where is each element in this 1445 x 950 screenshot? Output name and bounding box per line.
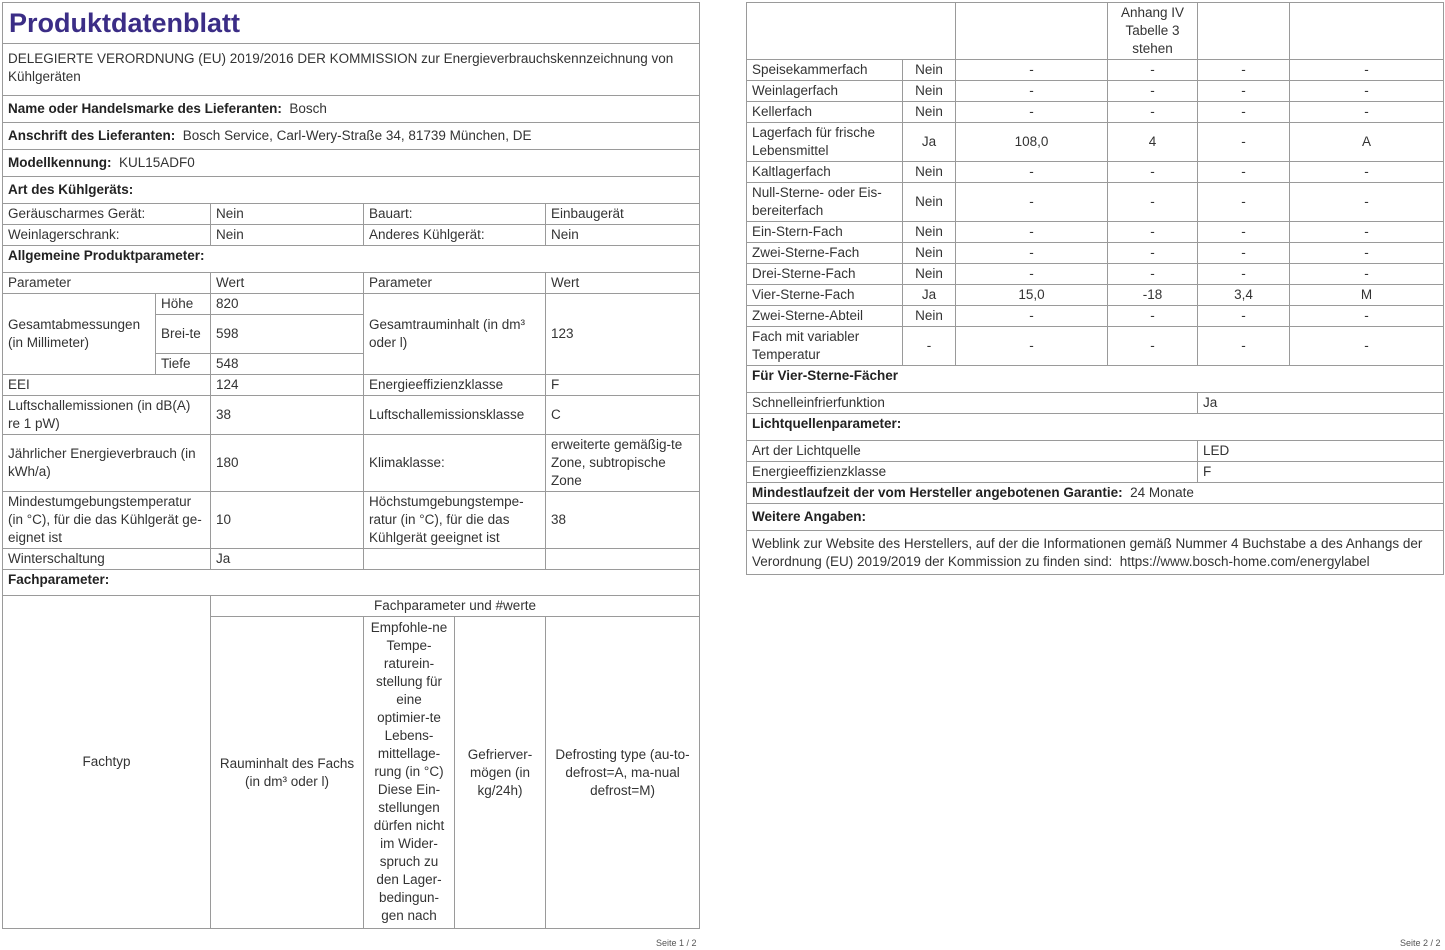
compartment-value: - bbox=[956, 183, 1108, 222]
cell bbox=[1198, 3, 1290, 60]
compartment-type: Fach mit variabler Temperatur bbox=[747, 327, 903, 366]
address-label: Anschrift des Lieferanten: bbox=[8, 128, 176, 143]
compartment-value: - bbox=[1198, 81, 1290, 102]
cell: F bbox=[1198, 462, 1444, 483]
compartment-value: - bbox=[956, 264, 1108, 285]
compartment-value: Nein bbox=[903, 222, 956, 243]
compartment-value: - bbox=[1290, 243, 1444, 264]
compartment-rows bbox=[747, 60, 1444, 366]
compartment-value: -18 bbox=[1108, 285, 1198, 306]
compartment-value: Nein bbox=[903, 243, 956, 264]
compartment-value: - bbox=[956, 81, 1108, 102]
light-row bbox=[747, 441, 1444, 462]
datasheet-page-1 bbox=[2, 2, 700, 929]
supplier-label: Name oder Handelsmarke des Lieferanten: bbox=[8, 101, 282, 116]
cell: 180 bbox=[211, 435, 364, 492]
compartment-value: - bbox=[1290, 162, 1444, 183]
cell: Bauart: bbox=[364, 204, 546, 225]
cell: EEI bbox=[3, 375, 211, 396]
warranty-row bbox=[747, 483, 1444, 504]
compartment-value: Nein bbox=[903, 183, 956, 222]
compartment-value: - bbox=[1108, 327, 1198, 366]
cell: C bbox=[546, 396, 700, 435]
fast-freeze-label: Schnelleinfrierfunktion bbox=[747, 393, 1198, 414]
four-star-row bbox=[747, 393, 1444, 414]
compartment-type: Null-Sterne- oder Eis-bereiterfach bbox=[747, 183, 903, 222]
cell: Mindestumgebungstemperatur (in °C), für die das Kühlgerät ge-eignet ist bbox=[3, 492, 211, 549]
col-volume: Rauminhalt des Fachs (in dm³ oder l) bbox=[211, 617, 364, 929]
compartment-type: Lagerfach für frische Lebensmittel bbox=[747, 123, 903, 162]
compartment-row bbox=[747, 243, 1444, 264]
compartment-row bbox=[747, 306, 1444, 327]
compartment-value: - bbox=[1290, 81, 1444, 102]
appliance-type-row bbox=[3, 204, 700, 225]
compartment-row bbox=[747, 285, 1444, 306]
compartment-value: - bbox=[1290, 264, 1444, 285]
compartment-value: - bbox=[1108, 183, 1198, 222]
compartment-value: Ja bbox=[903, 123, 956, 162]
compartment-value: Nein bbox=[903, 60, 956, 81]
compartment-value: - bbox=[1198, 60, 1290, 81]
compartment-row bbox=[747, 123, 1444, 162]
param-row bbox=[3, 435, 700, 492]
cell: Ja bbox=[211, 549, 364, 570]
compartment-value: - bbox=[1198, 183, 1290, 222]
cell: F bbox=[546, 375, 700, 396]
dim-label: Höhe bbox=[156, 294, 211, 315]
cell: Winterschaltung bbox=[3, 549, 211, 570]
light-row bbox=[747, 462, 1444, 483]
col-temperature: Empfohle-ne Tempe-raturein-stellung für eine optimier-te Lebens-mittellage-rung (in °C) Diese Ein-stellungen dürfen nicht im Wider-spruch zu den Lager-bedingun-gen nach bbox=[364, 617, 455, 929]
compartment-value: - bbox=[1108, 81, 1198, 102]
compartment-value: - bbox=[1198, 102, 1290, 123]
cell bbox=[747, 3, 956, 60]
compartment-value: 3,4 bbox=[1198, 285, 1290, 306]
cell: Klimaklasse: bbox=[364, 435, 546, 492]
compartment-value: - bbox=[903, 327, 956, 366]
compartment-value: - bbox=[1198, 327, 1290, 366]
compartment-value: - bbox=[1108, 162, 1198, 183]
column-header: Wert bbox=[211, 273, 364, 294]
compartment-value: - bbox=[1108, 60, 1198, 81]
further-heading: Weitere Angaben: bbox=[747, 504, 1444, 531]
cell bbox=[1290, 3, 1444, 60]
compartment-value: - bbox=[1290, 183, 1444, 222]
compartment-value: - bbox=[1290, 306, 1444, 327]
cell: Luftschallemissionen (in dB(A) re 1 pW) bbox=[3, 396, 211, 435]
cell: 124 bbox=[211, 375, 364, 396]
col-fachtyp: Fachtyp bbox=[3, 596, 211, 929]
compartment-row bbox=[747, 264, 1444, 285]
appliance-type-row bbox=[3, 225, 700, 246]
compartment-row bbox=[747, 81, 1444, 102]
light-heading: Lichtquellenparameter: bbox=[747, 414, 1444, 441]
param-row bbox=[3, 396, 700, 435]
compartment-value: - bbox=[1198, 222, 1290, 243]
page-title: Produktdatenblatt bbox=[3, 3, 700, 44]
cell: Art der Lichtquelle bbox=[747, 441, 1198, 462]
compartment-type: Speisekammerfach bbox=[747, 60, 903, 81]
general-heading: Allgemeine Produktparameter: bbox=[3, 246, 700, 273]
compartment-value: Nein bbox=[903, 81, 956, 102]
cell: Nein bbox=[211, 204, 364, 225]
regulation-text: DELEGIERTE VERORDNUNG (EU) 2019/2016 DER KOMMISSION zur Energieverbrauchskennzeichnung von Kühlgeräten bbox=[3, 44, 700, 96]
cell: 38 bbox=[211, 396, 364, 435]
cell: Jährlicher Energieverbrauch (in kWh/a) bbox=[3, 435, 211, 492]
address-row bbox=[3, 123, 700, 150]
compartment-value: 108,0 bbox=[956, 123, 1108, 162]
param-row bbox=[3, 375, 700, 396]
address-value: Bosch Service, Carl-Wery-Straße 34, 81739 München, DE bbox=[182, 128, 532, 143]
compartment-value: 15,0 bbox=[956, 285, 1108, 306]
compartment-type: Ein-Stern-Fach bbox=[747, 222, 903, 243]
compartment-value: - bbox=[1108, 306, 1198, 327]
compartment-row bbox=[747, 102, 1444, 123]
further-text: Weblink zur Website des Herstellers, auf der die Informationen gemäß Nummer 4 Buchstabe a des Anhangs der Verordnung (EU) 2019/2019 der Kommission zu finden sind: bbox=[752, 535, 1423, 569]
cell: 10 bbox=[211, 492, 364, 549]
compartment-value: - bbox=[1198, 264, 1290, 285]
compartment-row bbox=[747, 60, 1444, 81]
compartment-value: - bbox=[1290, 327, 1444, 366]
compartment-value: Ja bbox=[903, 285, 956, 306]
compartment-value: M bbox=[1290, 285, 1444, 306]
compartment-value: Nein bbox=[903, 162, 956, 183]
compartment-type: Weinlagerfach bbox=[747, 81, 903, 102]
page-number: Seite 2 / 2 bbox=[1400, 938, 1441, 948]
model-row bbox=[3, 150, 700, 177]
compartment-value: 4 bbox=[1108, 123, 1198, 162]
supplier-value: Bosch bbox=[289, 101, 327, 116]
compartment-value: - bbox=[1198, 243, 1290, 264]
column-header: Wert bbox=[546, 273, 700, 294]
compartment-value: - bbox=[956, 306, 1108, 327]
dims-label: Gesamtabmessungen (in Millimeter) bbox=[3, 294, 156, 375]
compartment-value: A bbox=[1290, 123, 1444, 162]
compartment-value: - bbox=[1290, 60, 1444, 81]
compartment-value: - bbox=[1290, 102, 1444, 123]
temp-continuation: Anhang IV Tabelle 3 stehen bbox=[1108, 3, 1198, 60]
compartment-value: - bbox=[1108, 243, 1198, 264]
compartment-type: Vier-Sterne-Fach bbox=[747, 285, 903, 306]
cell bbox=[546, 549, 700, 570]
cell: Energieeffizienzklasse bbox=[747, 462, 1198, 483]
fast-freeze-value: Ja bbox=[1198, 393, 1444, 414]
compartment-row bbox=[747, 162, 1444, 183]
dim-value: 820 bbox=[211, 294, 364, 315]
cell: Energieeffizienzklasse bbox=[364, 375, 546, 396]
compartment-type: Zwei-Sterne-Abteil bbox=[747, 306, 903, 327]
cell: Höchstumgebungstempe-ratur (in °C), für die das Kühlgerät geeignet ist bbox=[364, 492, 546, 549]
compartment-value: - bbox=[956, 327, 1108, 366]
volume-label: Gesamtrauminhalt (in dm³ oder l) bbox=[364, 294, 546, 375]
cell: Anderes Kühlgerät: bbox=[364, 225, 546, 246]
cell: 38 bbox=[546, 492, 700, 549]
further-text-row bbox=[747, 531, 1444, 575]
compartment-heading: Fachparameter: bbox=[3, 570, 700, 596]
dim-value: 548 bbox=[211, 354, 364, 375]
column-header: Parameter bbox=[364, 273, 546, 294]
param-row bbox=[3, 492, 700, 549]
compartment-value: - bbox=[1108, 102, 1198, 123]
compartment-value: - bbox=[1108, 264, 1198, 285]
compartment-value: - bbox=[1198, 123, 1290, 162]
cell: Luftschallemissionsklasse bbox=[364, 396, 546, 435]
compartment-value: - bbox=[956, 243, 1108, 264]
compartment-type: Zwei-Sterne-Fach bbox=[747, 243, 903, 264]
warranty-label: Mindestlaufzeit der vom Hersteller angebotenen Garantie: bbox=[752, 485, 1123, 500]
compartment-value: - bbox=[1198, 162, 1290, 183]
cell: Nein bbox=[211, 225, 364, 246]
compartment-value: - bbox=[1290, 222, 1444, 243]
dim-value: 598 bbox=[211, 315, 364, 354]
model-label: Modellkennung: bbox=[8, 155, 112, 170]
group-header: Fachparameter und #werte bbox=[211, 596, 700, 617]
col-defrost: Defrosting type (au-to-defrost=A, ma-nual defrost=M) bbox=[546, 617, 700, 929]
compartment-type: Kaltlagerfach bbox=[747, 162, 903, 183]
compartment-row bbox=[747, 327, 1444, 366]
compartment-value: Nein bbox=[903, 306, 956, 327]
cell: Weinlagerschrank: bbox=[3, 225, 211, 246]
col-freezing: Gefrierver-mögen (in kg/24h) bbox=[455, 617, 546, 929]
compartment-type: Kellerfach bbox=[747, 102, 903, 123]
manufacturer-link[interactable]: https://www.bosch-home.com/energylabel bbox=[1119, 553, 1370, 569]
compartment-value: - bbox=[956, 162, 1108, 183]
cell: Geräuscharmes Gerät: bbox=[3, 204, 211, 225]
compartment-value: - bbox=[956, 222, 1108, 243]
volume-value: 123 bbox=[546, 294, 700, 375]
compartment-value: - bbox=[1198, 306, 1290, 327]
dim-label: Tiefe bbox=[156, 354, 211, 375]
warranty-value: 24 Monate bbox=[1130, 485, 1194, 500]
param-row bbox=[3, 549, 700, 570]
cell: erweiterte gemäßig-te Zone, subtropische Zone bbox=[546, 435, 700, 492]
page-number: Seite 1 / 2 bbox=[656, 938, 697, 948]
cell bbox=[956, 3, 1108, 60]
compartment-value: Nein bbox=[903, 102, 956, 123]
appliance-type-heading: Art des Kühlgeräts: bbox=[3, 177, 700, 204]
cell bbox=[364, 549, 546, 570]
four-star-heading: Für Vier-Sterne-Fächer bbox=[747, 366, 1444, 393]
cell: LED bbox=[1198, 441, 1444, 462]
cell: Einbaugerät bbox=[546, 204, 700, 225]
compartment-row bbox=[747, 183, 1444, 222]
compartment-value: - bbox=[956, 60, 1108, 81]
column-header: Parameter bbox=[3, 273, 211, 294]
compartment-value: Nein bbox=[903, 264, 956, 285]
dim-label: Brei-te bbox=[156, 315, 211, 354]
datasheet-page-2 bbox=[746, 2, 1444, 575]
cell: Nein bbox=[546, 225, 700, 246]
compartment-value: - bbox=[1108, 222, 1198, 243]
compartment-value: - bbox=[956, 102, 1108, 123]
general-header-row bbox=[3, 273, 700, 294]
compartment-type: Drei-Sterne-Fach bbox=[747, 264, 903, 285]
model-value: KUL15ADF0 bbox=[119, 155, 195, 170]
compartment-row bbox=[747, 222, 1444, 243]
supplier-row bbox=[3, 96, 700, 123]
